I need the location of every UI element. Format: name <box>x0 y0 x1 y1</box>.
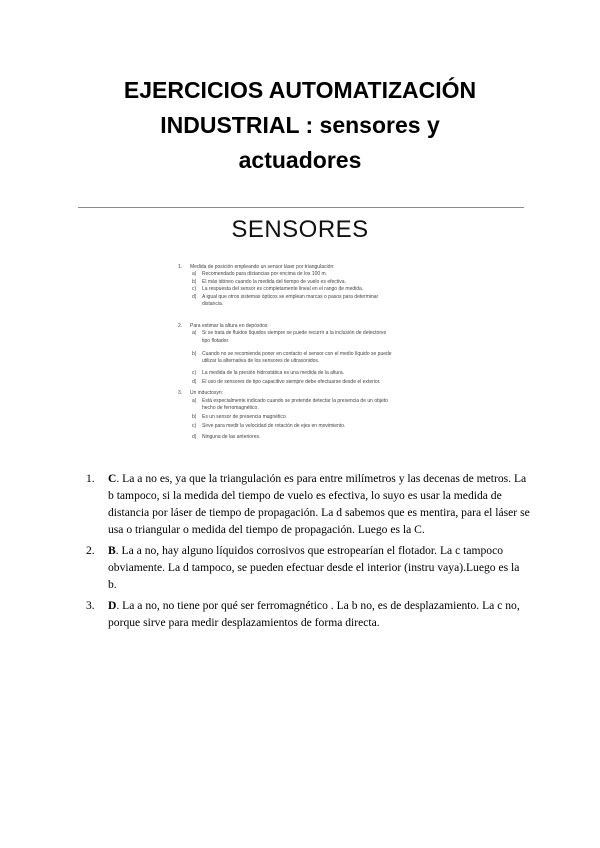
question-stem: Un inductosyn: <box>190 390 224 396</box>
answer-letter: C <box>108 472 117 485</box>
title-line: INDUSTRIAL : sensores y <box>160 112 440 138</box>
option-letter: d) <box>192 434 197 440</box>
option-letter: d) <box>192 379 197 385</box>
option-letter: c) <box>192 286 197 293</box>
question-number: 2. <box>178 323 183 329</box>
option-letter: a) <box>192 398 197 404</box>
answer-text: . La a no es, ya que la triangulación es para entre milímetros y las decenas de metros. La b tampoco, si la medida del tiempo de vuelo es efectiva, lo suyo es usar la medida de distancia por láser de tiempo de propagación. La d sabemos que es mentira, para el láser se usa o triangular o medida del tiempo de propagación. Luego es la C. <box>108 472 530 536</box>
questions-image <box>178 264 464 450</box>
title-line: actuadores <box>238 147 362 173</box>
option-text: Si se trata de fluidos líquidos siempre se puede recurrir a la inclusión de detectores <box>202 330 387 337</box>
answer-number: 3. <box>86 599 95 612</box>
option-text: hecho de ferromagnético. <box>202 405 259 412</box>
answer-number: 1. <box>86 472 95 485</box>
option-text: distancia. <box>202 301 224 307</box>
answer-letter: B <box>108 544 116 557</box>
title-line: EJERCICIOS AUTOMATIZACIÓN <box>123 77 477 103</box>
option-text: A igual que otros sistemas ópticos se emplean marcas o pasos para determinar <box>202 293 379 300</box>
option-text: Es un sensor de presencia magnético. <box>202 414 288 420</box>
answers-list <box>86 470 530 635</box>
answer-item <box>86 542 530 593</box>
option-text: Cuando no se recomienda poner en contacto el sensor con el medio líquido se puede <box>202 351 392 357</box>
horizontal-divider <box>78 207 524 208</box>
answer-text: . La a no, hay alguno líquidos corrosivos que estropearían el flotador. La c tampoco obviamente. La d tampoco, se pueden efectuar desde el interior (instru vaya).Luego es la b. <box>108 544 520 591</box>
option-letter: c) <box>192 423 197 429</box>
document-title <box>70 73 530 178</box>
option-letter: c) <box>192 370 197 376</box>
answer-number: 2. <box>86 544 95 557</box>
answer-letter: D <box>108 599 117 612</box>
answer-item <box>86 470 530 538</box>
option-text: Está especialmente indicado cuando se pretende detectar la presencia de un objeto <box>202 398 388 404</box>
question-stem: Medida de posición empleando un sensor láser por triangulación: <box>190 264 335 270</box>
section-heading: SENSORES <box>231 216 369 243</box>
option-text: Sirve para medir la velocidad de rotación de ejes en movimiento. <box>202 423 346 429</box>
option-letter: a) <box>192 271 197 278</box>
question-stem: Para estimar la altura en depósitos: <box>190 323 269 329</box>
option-text: La medida de la presión hidrostática es una medida de la altura. <box>202 370 345 376</box>
answer-item <box>86 597 530 631</box>
question-number: 1. <box>178 264 183 270</box>
option-letter: b) <box>192 278 197 285</box>
answer-text: . La a no, no tiene por qué ser ferromagnético . La b no, es de desplazamiento. La c no, porque sirve para medir desplazamientos de forma directa. <box>108 599 520 629</box>
option-text: El uso de sensores de tipo capacitivo siempre debe efectuarse desde el exterior. <box>202 379 381 385</box>
question-number: 3. <box>178 390 183 396</box>
option-text: Recomendado para distancias por encima de los 100 m. <box>202 271 328 278</box>
option-text: tipo flotador. <box>202 337 230 344</box>
option-letter: a) <box>192 330 197 337</box>
option-letter: b) <box>192 414 197 420</box>
option-letter: b) <box>192 351 197 357</box>
option-letter: d) <box>192 293 197 300</box>
option-text: La respuesta del sensor es completamente lineal en el rango de medida. <box>202 286 364 293</box>
option-text: utilizar la alternativa de los sensores de ultrasonidos. <box>202 358 320 365</box>
option-text: El más idóneo cuando la medida del tiempo de vuelo es efectiva. <box>202 278 346 285</box>
option-text: Ninguna de las anteriores. <box>202 434 261 440</box>
